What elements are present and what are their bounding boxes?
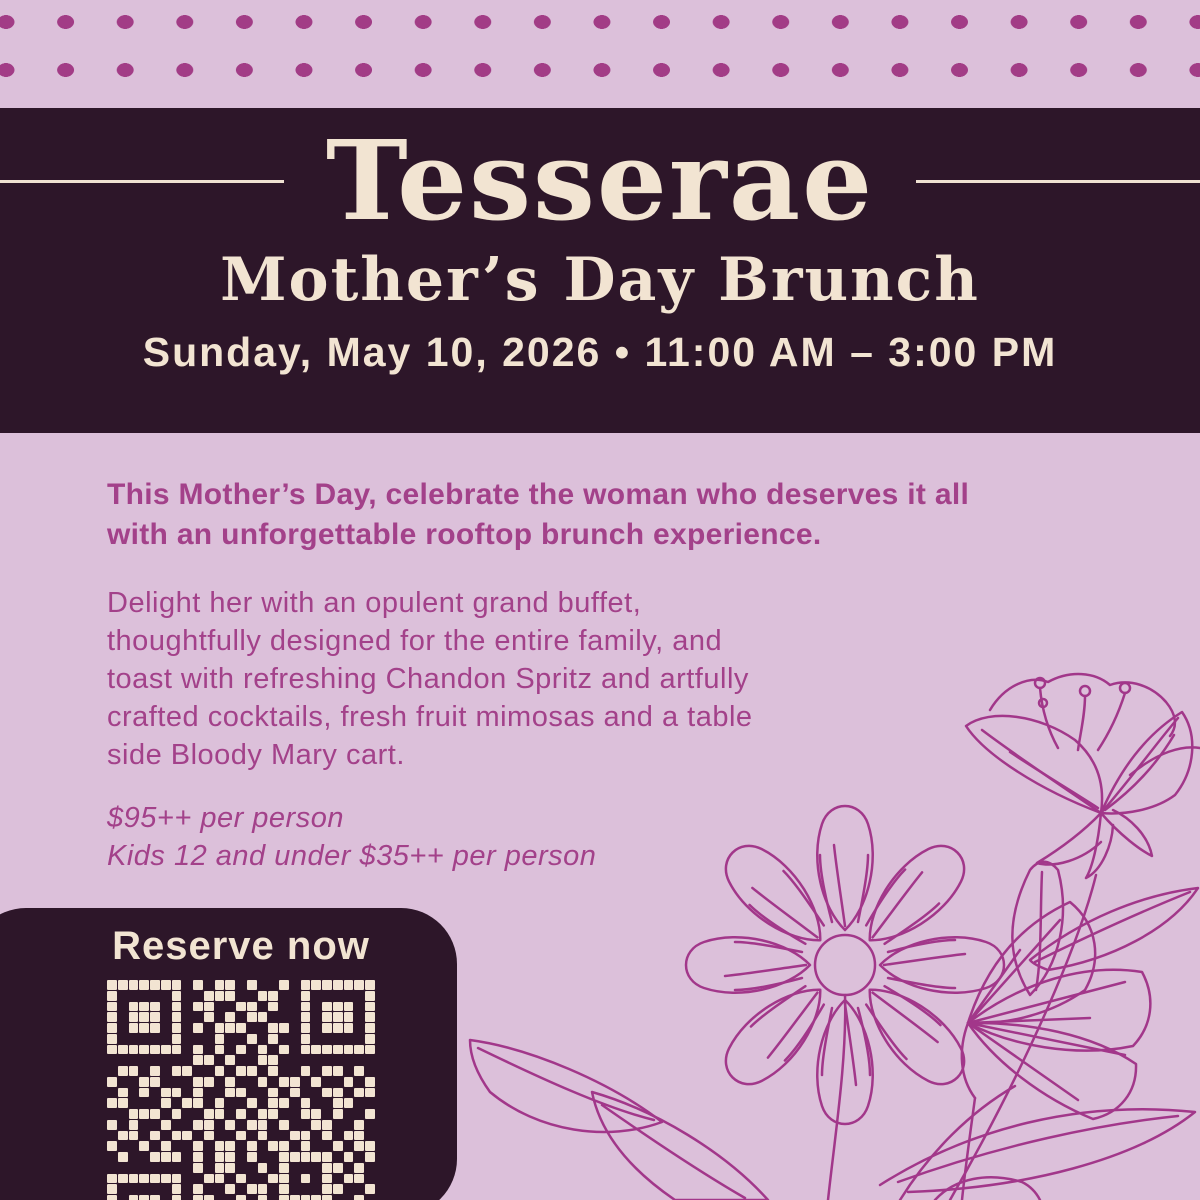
price-adult: $95++ per person [107, 802, 344, 834]
intro-line-1: This Mother’s Day, celebrate the woman who deserves it all [107, 478, 970, 511]
event-title: Mother’s Day Brunch [220, 244, 980, 315]
description-line-2: thoughtfully designed for the entire family, and [107, 625, 723, 657]
brand-title: Tesserae [325, 116, 875, 245]
header-band [0, 108, 1200, 433]
description-line-4: crafted cocktails, fresh fruit mimosas and a table [107, 701, 753, 733]
reserve-inner [107, 924, 375, 1200]
brand-row [0, 116, 1200, 245]
reserve-now-label: Reserve now [112, 924, 370, 968]
intro-paragraph [107, 475, 969, 555]
intro-line-2: with an unforgettable rooftop brunch experience. [107, 518, 822, 551]
divider-line-right [916, 180, 1200, 183]
reserve-card[interactable] [0, 908, 457, 1200]
flower-line-art [470, 674, 1200, 1200]
description-line-5: side Bloody Mary cart. [107, 739, 405, 771]
description-line-3: toast with refreshing Chandon Spritz and artfully [107, 663, 749, 695]
divider-line-left [0, 180, 284, 183]
qr-code[interactable] [107, 980, 375, 1200]
event-datetime: Sunday, May 10, 2026 • 11:00 AM – 3:00 PM [142, 328, 1058, 375]
polka-dot-band [0, 0, 1200, 108]
description-line-1: Delight her with an opulent grand buffet, [107, 587, 642, 619]
flower-illustration [430, 630, 1200, 1200]
price-kids: Kids 12 and under $35++ per person [107, 840, 597, 872]
